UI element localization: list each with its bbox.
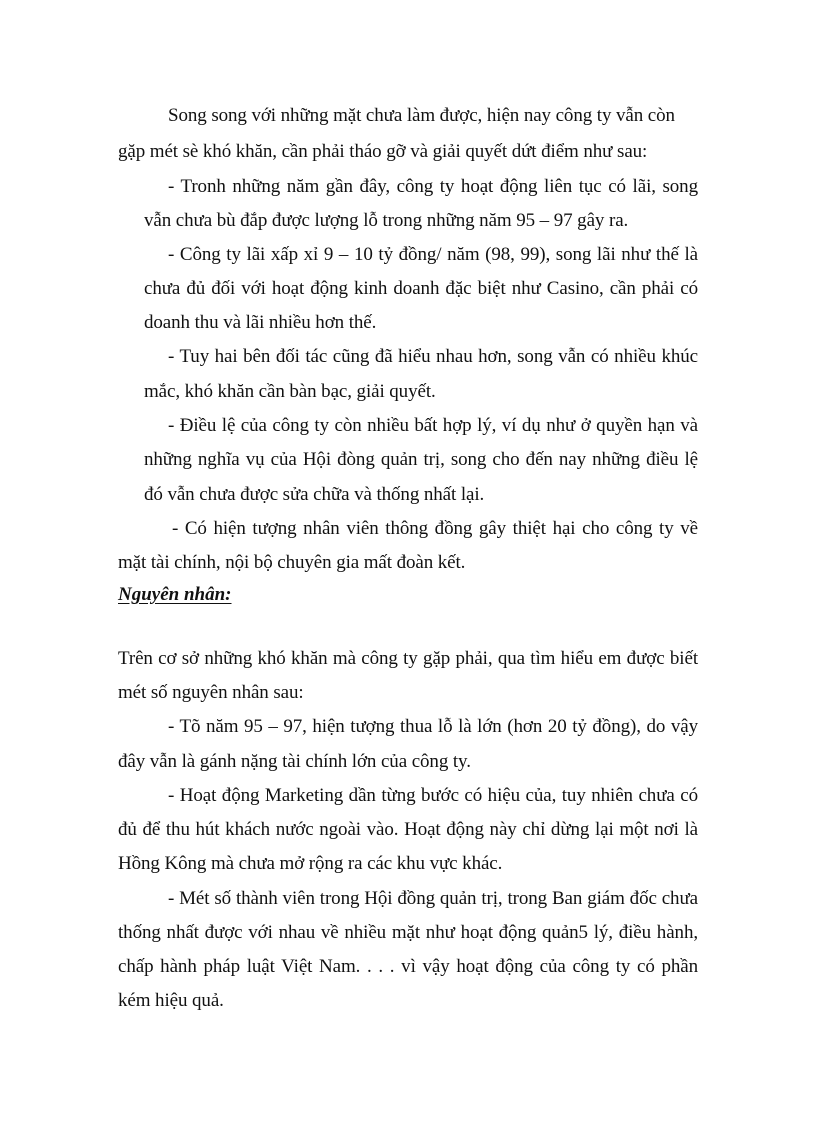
paragraph-line: mét số nguyên nhân sau: [118, 682, 304, 703]
paragraph-line: - Mét số thành viên trong Hội đồng quản trị, trong Ban giám đốc chưa [168, 888, 698, 909]
paragraph-line: Trên cơ sở những khó khăn mà công ty gặp phải, qua tìm hiểu em được biết [118, 648, 698, 669]
paragraph-line: kém hiệu quả. [118, 990, 224, 1011]
paragraph-line: - Tõ năm 95 – 97, hiện tượng thua lỗ là lớn (hơn 20 tỷ đồng), do vậy [168, 716, 698, 737]
paragraph-line: - Tuy hai bên đối tác cũng đã hiểu nhau hơn, song vẫn có nhiều khúc [168, 346, 698, 367]
section-heading: Nguyên nhân: [118, 584, 232, 605]
paragraph-line: Hồng Kông mà chưa mở rộng ra các khu vực khác. [118, 853, 503, 874]
paragraph-line: chưa đủ đối với hoạt động kinh doanh đặc biệt như Casino, cần phải có [144, 278, 698, 299]
paragraph-line: - Công ty lãi xấp xỉ 9 – 10 tỷ đồng/ năm (98, 99), song lãi như thế là [168, 244, 698, 265]
paragraph-line: - Hoạt động Marketing dần từng bước có hiệu của, tuy nhiên chưa có [168, 785, 698, 806]
paragraph-line: thống nhất được với nhau về nhiều mặt như hoạt động quản5 lý, điều hành, [118, 922, 698, 943]
paragraph-line: Song song với những mặt chưa làm được, hiện nay công ty vẫn còn [168, 105, 675, 126]
paragraph-line: mắc, khó khăn cần bàn bạc, giải quyết. [144, 381, 436, 402]
paragraph-line: vẫn chưa bù đắp được lượng lỗ trong những năm 95 – 97 gây ra. [144, 210, 629, 231]
paragraph-line: chấp hành pháp luật Việt Nam. . . . vì vậy hoạt động của công ty có phần [118, 956, 698, 977]
paragraph-line: những nghĩa vụ của Hội đòng quản trị, song cho đến nay những điều lệ [144, 449, 698, 470]
paragraph-line: - Điều lệ của công ty còn nhiều bất hợp lý, ví dụ như ở quyền hạn và [168, 415, 698, 436]
paragraph-line: đó vẫn chưa được sửa chữa và thống nhất lại. [144, 484, 485, 505]
paragraph-line: đây vẫn là gánh nặng tài chính lớn của công ty. [118, 751, 471, 772]
paragraph-line: doanh thu và lãi nhiều hơn thế. [144, 312, 377, 333]
paragraph-line: gặp mét sè khó khăn, cần phải tháo gỡ và giải quyết dứt điểm như sau: [118, 141, 648, 162]
paragraph-line: - Có hiện tượng nhân viên thông đồng gây thiệt hại cho công ty về [172, 518, 698, 539]
paragraph-line: đủ để thu hút khách nước ngoài vào. Hoạt động này chỉ dừng lại một nơi là [118, 819, 698, 840]
paragraph-line: mặt tài chính, nội bộ chuyên gia mất đoàn kết. [118, 552, 466, 573]
paragraph-line: - Tronh những năm gần đây, công ty hoạt động liên tục có lãi, song [168, 176, 698, 197]
